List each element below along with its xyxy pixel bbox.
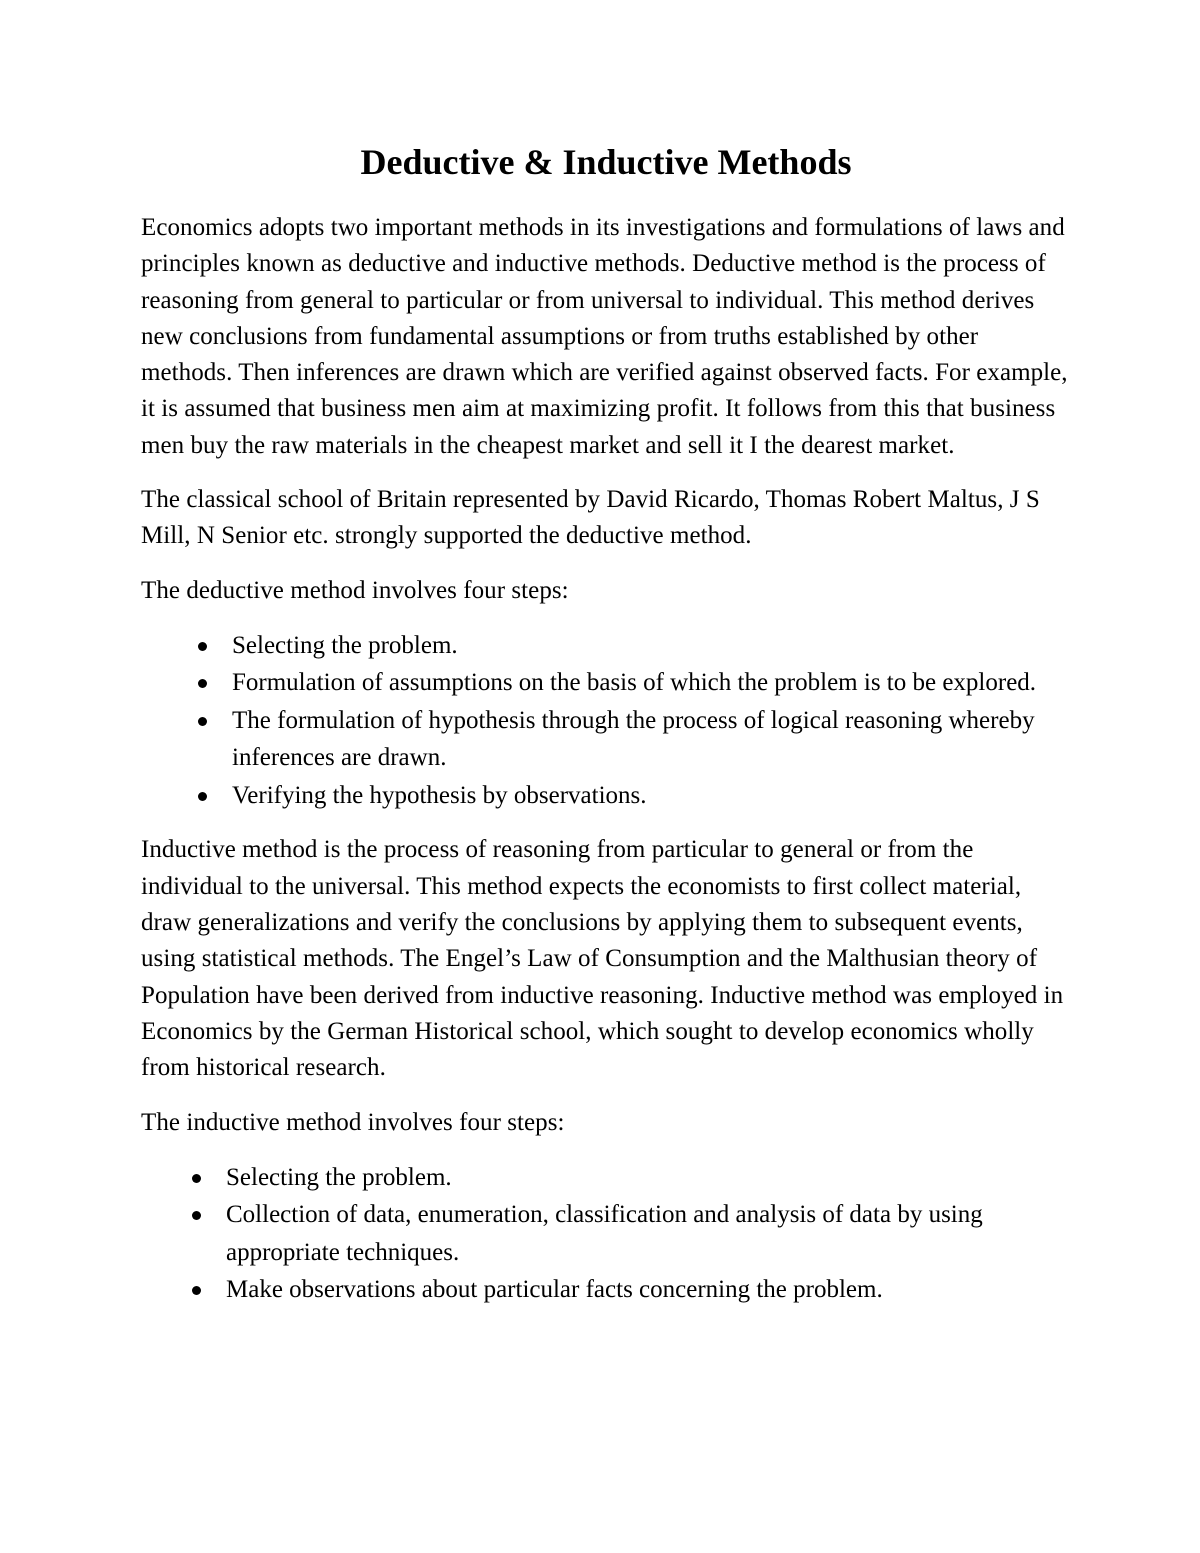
list-item	[226, 1196, 1071, 1271]
bullet-icon	[198, 642, 207, 651]
list-item	[226, 1271, 1071, 1309]
document-page	[141, 140, 1071, 1327]
list-item-text: Collection of data, enumeration, classification and analysis of data by using appropriate techniques.	[226, 1201, 983, 1266]
list-item	[232, 664, 1071, 702]
bullet-icon	[198, 792, 207, 801]
list-item	[232, 777, 1071, 815]
inductive-steps-list	[141, 1159, 1071, 1309]
list-item	[232, 702, 1071, 777]
deductive-steps-intro: The deductive method involves four steps:	[141, 576, 569, 604]
bullet-icon	[192, 1286, 201, 1295]
document-title: Deductive & Inductive Methods	[360, 142, 852, 182]
list-item-text: Selecting the problem.	[232, 631, 458, 659]
bullet-icon	[192, 1211, 201, 1220]
list-item-text: Verifying the hypothesis by observations.	[232, 781, 647, 809]
deductive-steps-list	[141, 627, 1071, 815]
bullet-icon	[192, 1174, 201, 1183]
inductive-method-paragraph: Inductive method is the process of reasoning from particular to general or from the individual to the universal. This method expects the economists to first collect material, draw generalizations and verify the conclusions by applying them to subsequent events, using statistical methods. The Engel’s Law of Consumption and the Malthusian theory of Population have been derived from inductive reasoning. Inductive method was employed in Economics by the German Historical school, which sought to develop economics wholly from historical research.	[141, 836, 1064, 1082]
intro-paragraph: Economics adopts two important methods in its investigations and formulations of laws and principles known as deductive and inductive methods. Deductive method is the process of reasoning from general to particular or from universal to individual. This method derives new conclusions from fundamental assumptions or from truths established by other methods. Then inferences are drawn which are verified against observed facts. For example, it is assumed that business men aim at maximizing profit. It follows from this that business men buy the raw materials in the cheapest market and sell it I the dearest market.	[141, 214, 1068, 459]
bullet-icon	[198, 717, 207, 726]
list-item	[232, 627, 1071, 665]
list-item-text: Selecting the problem.	[226, 1163, 452, 1191]
classical-school-paragraph: The classical school of Britain represented by David Ricardo, Thomas Robert Maltus, J S Mill, N Senior etc. strongly supported the deductive method.	[141, 486, 1040, 550]
list-item-text: The formulation of hypothesis through the process of logical reasoning whereby inferences are drawn.	[232, 706, 1035, 772]
inductive-steps-intro: The inductive method involves four steps:	[141, 1108, 565, 1136]
list-item	[226, 1159, 1071, 1197]
bullet-icon	[198, 679, 207, 688]
list-item-text: Formulation of assumptions on the basis of which the problem is to be explored.	[232, 669, 1037, 697]
list-item-text: Make observations about particular facts concerning the problem.	[226, 1276, 883, 1304]
